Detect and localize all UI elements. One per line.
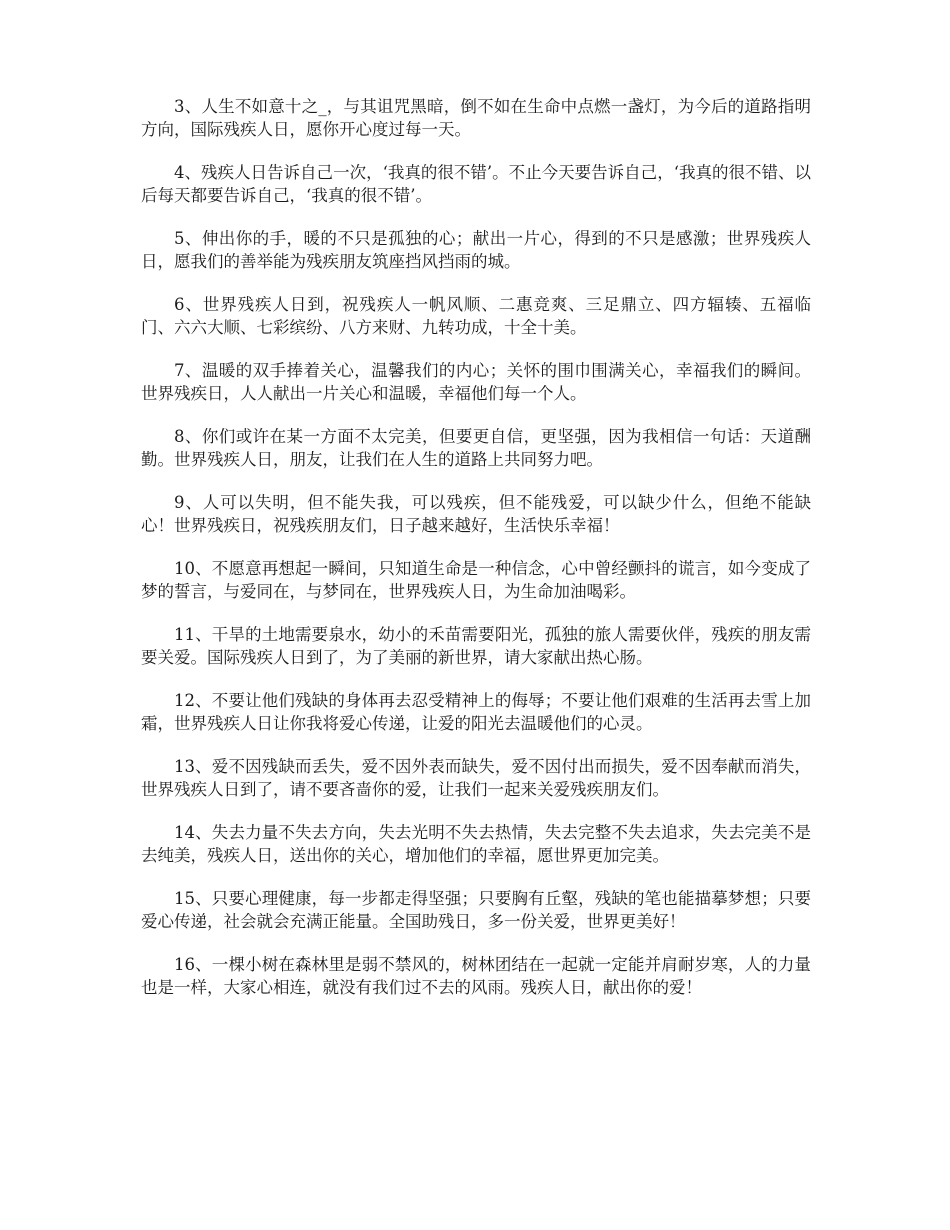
paragraph-7: 7、温暖的双手捧着关心，温馨我们的内心；关怀的围巾围满关心，幸福我们的瞬间。世界残疾日，人人献出一片关心和温暖，幸福他们每一个人。 bbox=[141, 361, 811, 403]
paragraph-3: 3、人生不如意十之_，与其诅咒黑暗，倒不如在生命中点燃一盏灯，为今后的道路指明方向，国际残疾人日，愿你开心度过每一天。 bbox=[141, 97, 811, 139]
paragraph-11: 11、干旱的土地需要泉水，幼小的禾苗需要阳光，孤独的旅人需要伙伴，残疾的朋友需要关爱。国际残疾人日到了，为了美丽的新世界，请大家献出热心肠。 bbox=[141, 625, 811, 667]
paragraph-8: 8、你们或许在某一方面不太完美，但要更自信，更坚强，因为我相信一句话：天道酬勤。世界残疾人日，朋友，让我们在人生的道路上共同努力吧。 bbox=[141, 427, 811, 469]
paragraph-4: 4、残疾人日告诉自己一次，‘我真的很不错’。不止今天要告诉自己，‘我真的很不错、以后每天都要告诉自己，‘我真的很不错’。 bbox=[141, 163, 811, 205]
paragraph-16: 16、一棵小树在森林里是弱不禁风的，树林团结在一起就一定能并肩耐岁寒，人的力量也是一样，大家心相连，就没有我们过不去的风雨。残疾人日，献出你的爱！ bbox=[141, 955, 811, 997]
paragraph-10: 10、不愿意再想起一瞬间，只知道生命是一种信念，心中曾经颤抖的谎言，如今变成了梦的誓言，与爱同在，与梦同在，世界残疾人日，为生命加油喝彩。 bbox=[141, 559, 811, 601]
document-body bbox=[141, 95, 811, 1019]
paragraph-15: 15、只要心理健康，每一步都走得坚强；只要胸有丘壑，残缺的笔也能描摹梦想；只要爱心传递，社会就会充满正能量。全国助残日，多一份关爱，世界更美好！ bbox=[141, 889, 811, 931]
paragraph-14: 14、失去力量不失去方向，失去光明不失去热情，失去完整不失去追求，失去完美不是去纯美，残疾人日，送出你的关心，增加他们的幸福，愿世界更加完美。 bbox=[141, 823, 811, 865]
paragraph-6: 6、世界残疾人日到，祝残疾人一帆风顺、二惠竞爽、三足鼎立、四方辐辏、五福临门、六六大顺、七彩缤纷、八方来财、九转功成，十全十美。 bbox=[141, 295, 811, 337]
paragraph-5: 5、伸出你的手，暖的不只是孤独的心；献出一片心，得到的不只是感激；世界残疾人日，愿我们的善举能为残疾朋友筑座挡风挡雨的城。 bbox=[141, 229, 811, 271]
paragraph-12: 12、不要让他们残缺的身体再去忍受精神上的侮辱；不要让他们艰难的生活再去雪上加霜，世界残疾人日让你我将爱心传递，让爱的阳光去温暖他们的心灵。 bbox=[141, 691, 811, 733]
paragraph-13: 13、爱不因残缺而丢失，爱不因外表而缺失，爱不因付出而损失，爱不因奉献而消失，世界残疾人日到了，请不要吝啬你的爱，让我们一起来关爱残疾朋友们。 bbox=[141, 757, 811, 799]
paragraph-9: 9、人可以失明，但不能失我，可以残疾，但不能残爱，可以缺少什么，但绝不能缺心！世界残疾日，祝残疾朋友们，日子越来越好，生活快乐幸福！ bbox=[141, 493, 811, 535]
